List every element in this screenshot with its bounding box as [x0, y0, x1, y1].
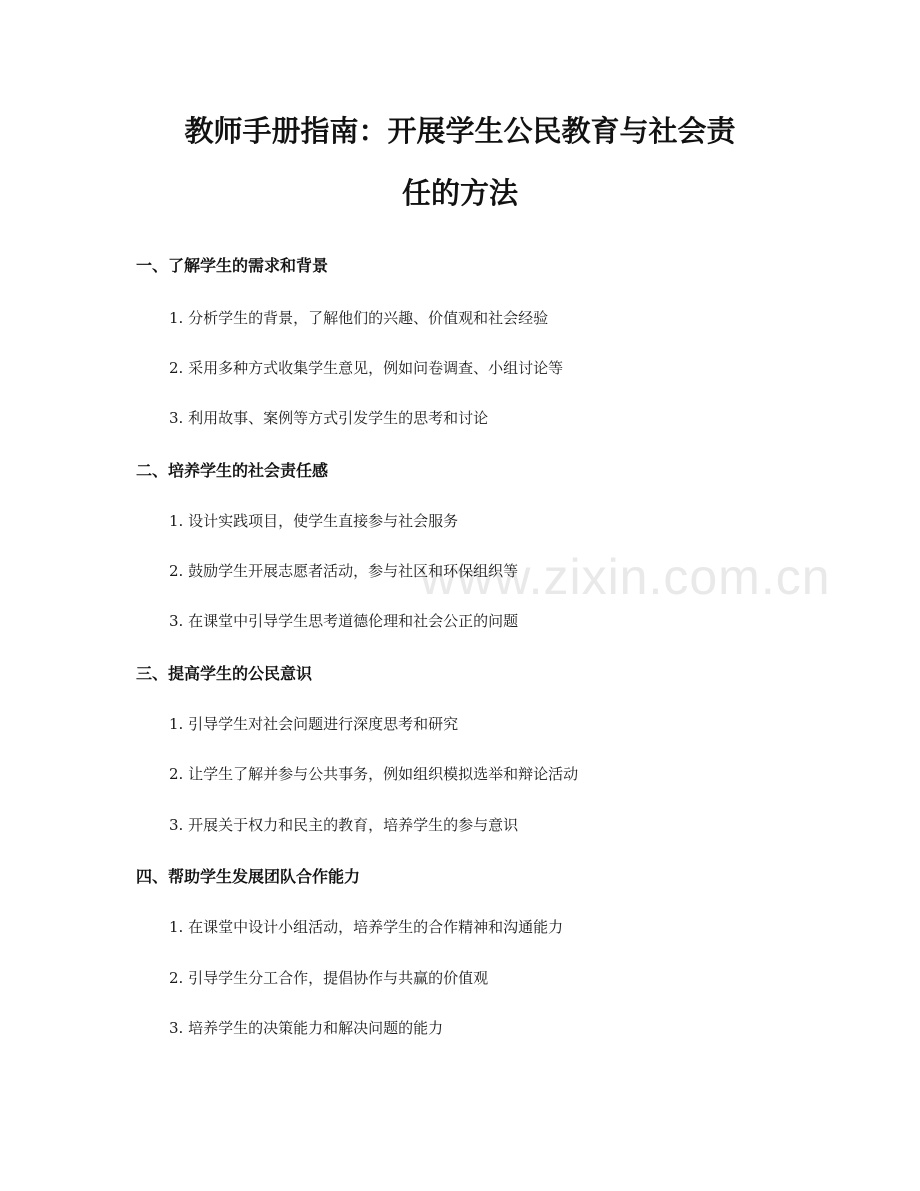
list-item: 1. 引导学生对社会问题进行深度思考和研究	[169, 715, 459, 733]
list-item: 1. 设计实践项目，使学生直接参与社会服务	[169, 512, 459, 530]
document-title-line-2: 任的方法	[401, 176, 518, 210]
list-item: 1. 分析学生的背景，了解他们的兴趣、价值观和社会经验	[169, 309, 549, 327]
list-item: 3. 开展关于权力和民主的教育，培养学生的参与意识	[169, 816, 519, 834]
section-heading-2: 二、培养学生的社会责任感	[136, 461, 329, 480]
document-title-line-1: 教师手册指南：开展学生公民教育与社会责	[184, 114, 736, 148]
list-item: 2. 采用多种方式收集学生意见，例如问卷调查、小组讨论等	[169, 359, 564, 377]
section-heading-3: 三、提高学生的公民意识	[136, 664, 313, 683]
list-item: 2. 引导学生分工合作，提倡协作与共赢的价值观	[169, 969, 489, 987]
watermark: www.zixin.com.cn	[420, 549, 831, 605]
list-item: 2. 鼓励学生开展志愿者活动，参与社区和环保组织等	[169, 562, 519, 580]
list-item: 2. 让学生了解并参与公共事务，例如组织模拟选举和辩论活动	[169, 765, 579, 783]
section-heading-4: 四、帮助学生发展团队合作能力	[136, 867, 361, 886]
section-heading-1: 一、了解学生的需求和背景	[136, 256, 329, 275]
list-item: 3. 在课堂中引导学生思考道德伦理和社会公正的问题	[169, 612, 519, 630]
list-item: 3. 利用故事、案例等方式引发学生的思考和讨论	[169, 409, 489, 427]
list-item: 3. 培养学生的决策能力和解决问题的能力	[169, 1019, 444, 1037]
list-item: 1. 在课堂中设计小组活动，培养学生的合作精神和沟通能力	[169, 918, 564, 936]
